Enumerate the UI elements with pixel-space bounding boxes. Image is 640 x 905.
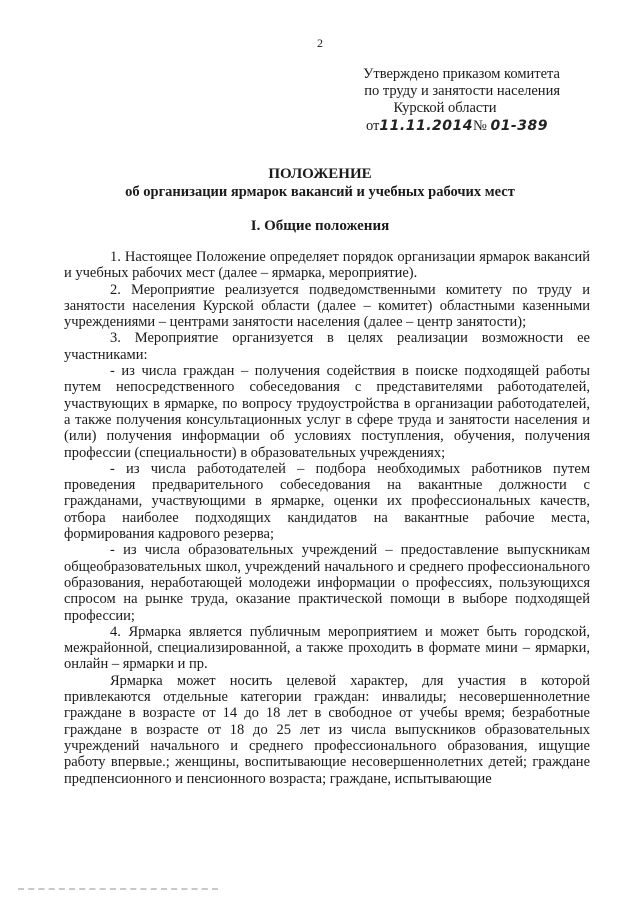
paragraph-4: - из числа граждан – получения содействия в поиске подходящей работы путем непосредственного собеседования с представителями работодателей, участвующих в ярмарке, по вопросу трудоустройства в организации работодателей, а также получения консультационных услуг в сфере труда и занятости населения и (или) получения информации об условиях поступления, обучения, получения профессии (специальности) в образовательных учреждениях;: [64, 363, 590, 461]
page-number: 2: [317, 36, 323, 50]
approval-line-3: Курской области: [393, 100, 497, 116]
scan-footer-marks: [18, 888, 218, 894]
document-subtitle: об организации ярмарок вакансий и учебных рабочих мест: [125, 184, 515, 200]
paragraph-5: - из числа работодателей – подбора необходимых работников путем проведения предварительного собеседования на вакантные должности с гражданами, участвующими в ярмарке, оценки их профессиональных качеств, отбора наиболее подходящих кандидатов на вакантные рабочие места, формирования кадрового резерва;: [64, 460, 590, 543]
handwritten-date: 11.11.2014: [379, 118, 473, 134]
number-sign: №: [472, 118, 487, 134]
section-heading: I. Общие положения: [250, 218, 390, 234]
paragraph-6: - из числа образовательных учреждений – предоставление выпускникам общеобразовательных школ, учреждений начального и среднего профессионального образования, неработающей молодежи информации о профессиях, пользующихся спросом на рынке труда, оказание практической помощи в выборе подходящей профессии;: [64, 542, 590, 624]
approval-line-2: по труду и занятости населения: [364, 83, 560, 99]
paragraph-8: Ярмарка может носить целевой характер, для участия в которой привлекаются отдельные категории граждан: инвалиды; несовершеннолетние граждане в возрасте от 14 до 18 лет в свободное от учебы время; безработные граждане в возрасте от 18 до 25 лет из числа выпускников образовательных учреждений начального и среднего профессионального образования, ищущие работу впервые.; женщины, воспитывающие несовершеннолетних детей; граждане предпенсионного и пенсионного возраста; граждане, испытывающие: [64, 672, 590, 787]
approval-line-1: Утверждено приказом комитета: [363, 66, 560, 82]
body-text: [64, 249, 590, 787]
handwritten-number: 01-389: [490, 118, 548, 134]
paragraph-2: 2. Мероприятие реализуется подведомственными комитету по труду и занятости населения Курской области (далее – комитет) областными казенными учреждениями – центрами занятости населения (далее – центр занятости);: [64, 281, 590, 331]
paragraph-7: 4. Ярмарка является публичным мероприятием и может быть городской, межрайонной, специализированной, а также проходить в формате мини – ярмарки, онлайн – ярмарки и пр.: [64, 623, 590, 673]
approval-block: [330, 66, 560, 135]
paragraph-1: 1. Настоящее Положение определяет порядок организации ярмарок вакансий и учебных рабочих мест (далее – ярмарка, мероприятие).: [64, 249, 590, 282]
date-prefix: от: [366, 118, 380, 134]
approval-date-line: [330, 118, 560, 135]
document-title: ПОЛОЖЕНИЕ: [268, 166, 372, 182]
paragraph-3: 3. Мероприятие организуется в целях реализации возможности ее участниками:: [64, 330, 590, 363]
